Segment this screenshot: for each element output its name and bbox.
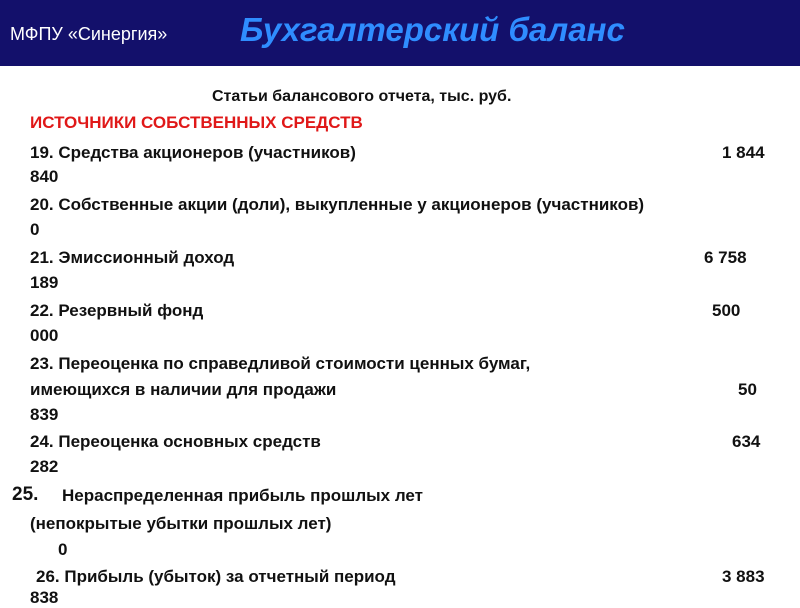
item-26-value-part1: 3 883 [722, 567, 765, 586]
item-24-value-part1: 634 [732, 432, 761, 451]
header-bar [0, 0, 800, 66]
page-title: Бухгалтерский баланс [240, 11, 625, 48]
item-24-label: 24. Переоценка основных средств [30, 432, 321, 451]
item-24-value-part2: 282 [30, 457, 59, 476]
item-21-value-part1: 6 758 [704, 248, 747, 267]
item-21-value-part2: 189 [30, 273, 59, 292]
item-23-value-part2: 839 [30, 405, 59, 424]
item-25-label-line2: (непокрытые убытки прошлых лет) [30, 514, 332, 533]
item-26-label: 26. Прибыль (убыток) за отчетный период [36, 567, 396, 586]
item-25-label: Нераспределенная прибыль прошлых лет [62, 486, 423, 505]
item-23-label-line2: имеющихся в наличии для продажи [30, 380, 337, 399]
item-23-label: 23. Переоценка по справедливой стоимости ценных бумаг, [30, 354, 531, 373]
section-title: ИСТОЧНИКИ СОБСТВЕННЫХ СРЕДСТВ [30, 113, 363, 132]
item-26-value-part2: 838 [30, 588, 59, 607]
item-25-number: 25. [12, 484, 39, 505]
item-20-value: 0 [30, 220, 40, 239]
item-22-value-part1: 500 [712, 301, 741, 320]
item-21-label: 21. Эмиссионный доход [30, 248, 235, 267]
org-name: МФПУ «Синергия» [10, 24, 168, 44]
item-19-label: 19. Средства акционеров (участников) [30, 143, 356, 162]
item-22-value-part2: 000 [30, 326, 59, 345]
item-19-value-part2: 840 [30, 167, 59, 186]
item-23-value-part1: 50 [738, 380, 757, 399]
item-19-value-part1: 1 844 [722, 143, 765, 162]
subtitle: Статьи балансового отчета, тыс. руб. [212, 88, 512, 105]
item-20-label: 20. Собственные акции (доли), выкупленные у акционеров (участников) [30, 195, 645, 214]
item-25-value: 0 [58, 540, 68, 559]
item-22-label: 22. Резервный фонд [30, 301, 204, 320]
